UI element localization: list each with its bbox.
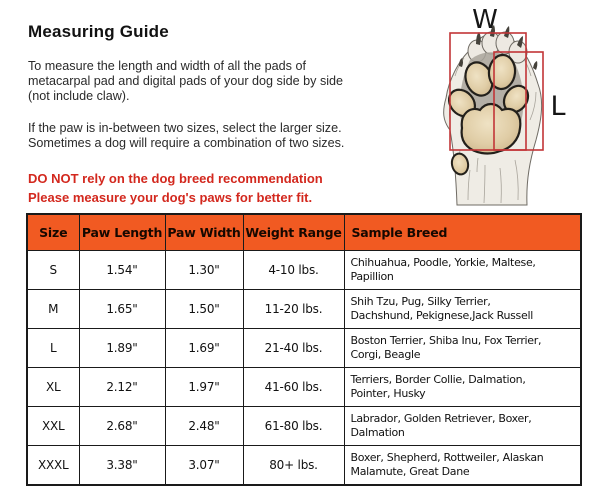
header-sample-breed: Sample Breed — [344, 214, 581, 251]
header-paw-width: Paw Width — [165, 214, 243, 251]
table-row — [27, 329, 581, 368]
breed-line: Pointer, Husky — [350, 387, 426, 400]
cell-paw-width: 1.69" — [165, 329, 243, 368]
cell-weight-range: 21-40 lbs. — [243, 329, 344, 368]
length-label: L — [550, 91, 566, 122]
table-row — [27, 446, 581, 486]
breed-line: Terriers, Border Collie, Dalmation, — [350, 373, 526, 386]
sizing-tip-paragraph — [28, 121, 433, 151]
cell-paw-length: 1.65" — [79, 290, 165, 329]
cell-paw-width: 1.97" — [165, 368, 243, 407]
text-line: (not include claw). — [28, 89, 130, 103]
header-size: Size — [27, 214, 79, 251]
cell-paw-width: 1.30" — [165, 251, 243, 290]
text-line: To measure the length and width of all the pads of — [28, 59, 306, 73]
breed-line: Shih Tzu, Pug, Silky Terrier, — [350, 295, 491, 308]
cell-sample-breed — [344, 446, 581, 486]
breed-line: Boxer, Shepherd, Rottweiler, Alaskan — [350, 451, 544, 464]
breed-line: Dalmation — [350, 426, 405, 439]
width-label: W — [472, 5, 498, 35]
cell-sample-breed — [344, 329, 581, 368]
cell-sample-breed — [344, 251, 581, 290]
warning-text — [28, 169, 433, 207]
table-header-row — [27, 214, 581, 251]
breed-line: Papillion — [350, 270, 394, 283]
cell-weight-range: 4-10 lbs. — [243, 251, 344, 290]
intro-paragraph — [28, 59, 433, 104]
table-row — [27, 407, 581, 446]
cell-weight-range: 11-20 lbs. — [243, 290, 344, 329]
table-row — [27, 290, 581, 329]
breed-line: Dachshund, Pekignese,Jack Russell — [350, 309, 533, 322]
text-line: If the paw is in-between two sizes, select the larger size. — [28, 121, 342, 135]
page-title: Measuring Guide — [28, 22, 169, 41]
cell-sample-breed — [344, 290, 581, 329]
size-chart-body — [27, 251, 581, 486]
cell-size: M — [27, 290, 79, 329]
cell-paw-length: 2.12" — [79, 368, 165, 407]
cell-size: S — [27, 251, 79, 290]
size-chart-table — [26, 213, 582, 486]
cell-weight-range: 41-60 lbs. — [243, 368, 344, 407]
cell-sample-breed — [344, 407, 581, 446]
cell-size: L — [27, 329, 79, 368]
text-line: Please measure your dog's paws for better fit. — [28, 190, 313, 205]
paw-diagram — [430, 0, 600, 210]
breed-line: Corgi, Beagle — [350, 348, 421, 361]
cell-paw-length: 3.38" — [79, 446, 165, 486]
table-row — [27, 251, 581, 290]
table-row — [27, 368, 581, 407]
cell-size: XXL — [27, 407, 79, 446]
header-paw-length: Paw Length — [79, 214, 165, 251]
cell-size: XL — [27, 368, 79, 407]
header-weight-range: Weight Range — [243, 214, 344, 251]
breed-line: Chihuahua, Poodle, Yorkie, Maltese, — [350, 256, 536, 269]
breed-line: Boston Terrier, Shiba Inu, Fox Terrier, — [350, 334, 542, 347]
breed-line: Malamute, Great Dane — [350, 465, 470, 478]
text-line: metacarpal pad and digital pads of your dog side by side — [28, 74, 344, 88]
metacarpal-pad — [462, 104, 521, 153]
cell-sample-breed — [344, 368, 581, 407]
cell-size: XXXL — [27, 446, 79, 486]
cell-weight-range: 80+ lbs. — [243, 446, 344, 486]
cell-paw-width: 1.50" — [165, 290, 243, 329]
instructions-block — [28, 22, 433, 207]
text-line: DO NOT rely on the dog breed recommendation — [28, 171, 323, 186]
cell-paw-length: 1.54" — [79, 251, 165, 290]
cell-weight-range: 61-80 lbs. — [243, 407, 344, 446]
cell-paw-length: 2.68" — [79, 407, 165, 446]
cell-paw-width: 3.07" — [165, 446, 243, 486]
cell-paw-width: 2.48" — [165, 407, 243, 446]
breed-line: Labrador, Golden Retriever, Boxer, — [350, 412, 532, 425]
text-line: Sometimes a dog will require a combination of two sizes. — [28, 136, 345, 150]
cell-paw-length: 1.89" — [79, 329, 165, 368]
